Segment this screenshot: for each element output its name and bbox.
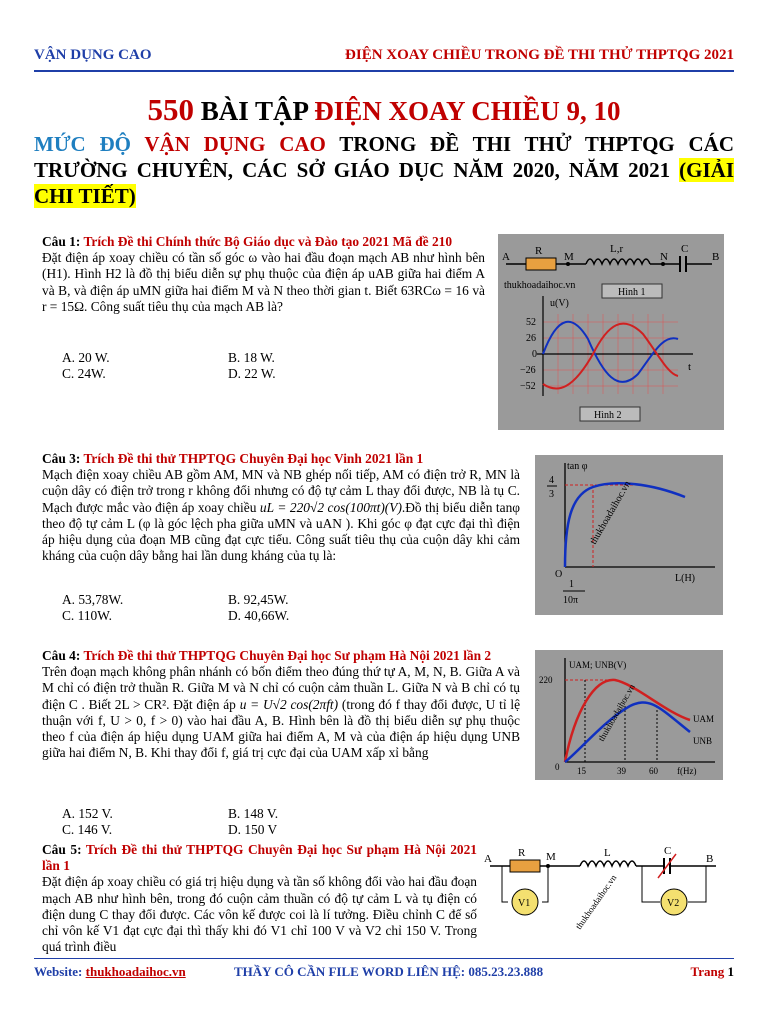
fig5-node-l: L: [604, 847, 611, 859]
fig1-caption2: Hình 2: [594, 410, 622, 421]
fig3-watermark: thukhoadaihoc.vn: [588, 479, 634, 547]
resistor-icon: [526, 258, 556, 270]
header-left: VẬN DỤNG CAO: [34, 47, 152, 63]
fig1-node-lr: L,r: [610, 243, 624, 255]
fig3-xtick-den: 10π: [563, 595, 579, 606]
fig4-xtick-0: 15: [577, 766, 586, 776]
footer-page-number: 1: [727, 964, 734, 979]
q4-option-d: D. 150 V: [228, 822, 278, 838]
q4-text2: (trong đó f thay đổi được, U tỉ lệ thuận với f, U > 0, f > 0) vào hai đầu A, B. Hình bên là đồ thị biểu diễn sự phụ thuộc theo f của điện áp hiệu dụng UAM giữa hai điểm A, M và của điện áp hiệu dụng UNB giữa hai điểm N, B. Khi thay đổi f, giá trị cực đại của UAM xấp xỉ bằng: [42, 696, 521, 761]
fig5-meter-v1: V1: [518, 898, 531, 909]
document-subtitle: [34, 131, 734, 209]
q5-source: Trích Đề thi thử THPTQG Chuyên Đại học Sư phạm Hà Nội 2021 lần 1: [42, 842, 478, 874]
footer-contact: THẦY CÔ CẦN FILE WORD LIÊN HỆ: 085.23.23.888: [234, 964, 544, 979]
document-title: [34, 92, 734, 128]
fig4-origin: 0: [555, 762, 560, 772]
question-5: [42, 842, 477, 955]
fig5-node-r: R: [518, 847, 526, 859]
subtitle-b: VẬN DỤNG CAO: [144, 132, 326, 156]
fig5-meter-v2: V2: [667, 898, 680, 909]
fig1-xlabel: t: [688, 361, 692, 373]
q1-text: Đặt điện áp xoay chiều có tần số góc ω vào hai đầu đoạn mạch AB như hình bên (H1). Hình H2 là đồ thị biểu diễn sự phụ thuộc của điện áp uAB giữa hai điểm A và B, và điện áp uMN giữa hai điểm M và N theo thời gian t. Biết 63RCω = 16 và r = 15Ω. Công suất tiêu thụ của mạch AB là?: [42, 250, 485, 314]
q1-label: Câu 1:: [42, 234, 81, 249]
fig4-xtick-2: 60: [649, 766, 658, 776]
header-rule: [34, 70, 734, 72]
q3-formula: uL = 220√2 cos(100πt)(V): [259, 499, 402, 515]
fig3-ylabel: tan φ: [567, 461, 588, 472]
fig5-inductor-icon: [580, 861, 636, 866]
q4-text1: Trên đoạn mạch không phân nhánh có bốn điểm theo đúng thứ tự A, M, N, B. Giữa A và M chỉ có điện trở thuần R. Giữa M và N chỉ có cuộn cảm thuần L. Giữa N và B chỉ có tụ điện C . Biết 2L > CR². Đặt điện áp: [42, 664, 520, 712]
fig1-ytick-3: −26: [520, 365, 536, 376]
q3-label: Câu 3:: [42, 451, 81, 466]
q5-text: Đặt điện áp xoay chiều có giá trị hiệu dụng và tần số không đổi vào hai đầu đoạn mạch AB như hình bên, trong đó cuộn cảm thuần có độ tự cảm L và tụ điện có điện dung C thay đổi được. Các vôn kế được coi là lí tưởng. Điều chỉnh C để số chỉ vôn kế V1 đạt cực đại thì thấy khi đó V1 chỉ 100 V và V2 chỉ 150 V. Trong quá trình điều: [42, 874, 477, 955]
subtitle-c: TRONG ĐỀ THI THỬ THPTQG CÁC TRƯỜNG CHUYÊN, CÁC SỞ GIÁO DỤC NĂM 2020, NĂM 2021: [34, 132, 735, 182]
title-part1: BÀI TẬP: [200, 96, 308, 126]
footer-rule: [34, 958, 734, 959]
question-1: [42, 234, 485, 315]
figure-4: [535, 650, 723, 780]
footer-website-link[interactable]: thukhoadaihoc.vn: [85, 964, 186, 979]
q4-formula: u = U√2 cos(2πft): [239, 696, 339, 712]
figure-5: [480, 842, 726, 942]
fig4-ylabel: UAM; UNB(V): [569, 660, 627, 670]
fig1-ytick-1: 26: [526, 333, 536, 344]
fig1-ylabel: u(V): [550, 298, 569, 309]
footer-web-label: Website:: [34, 964, 83, 979]
fig3-ytick-den: 3: [549, 489, 554, 500]
question-4: [42, 648, 520, 761]
q1-option-d: D. 22 W.: [228, 366, 276, 382]
q3-option-c: C. 110W.: [62, 608, 112, 624]
q4-option-a: A. 152 V.: [62, 806, 113, 821]
q1-source: Trích Đề thi Chính thức Bộ Giáo dục và Đào tạo 2021 Mã đề 210: [83, 234, 453, 249]
fig1-caption1: Hình 1: [618, 287, 646, 298]
figure-3: [535, 455, 723, 615]
fig1-node-a: A: [502, 251, 510, 263]
fig4-series-unb: UNB: [693, 736, 713, 746]
fig4-ytick: 220: [539, 675, 553, 685]
q5-label: Câu 5:: [42, 842, 82, 857]
fig5-node-b: B: [706, 853, 714, 865]
fig4-watermark: thukhoadaihoc.vn: [596, 682, 637, 743]
fig4-xtick-1: 39: [617, 766, 626, 776]
fig1-ytick-4: −52: [520, 381, 536, 392]
fig4-series-uam: UAM: [693, 714, 715, 724]
fig3-origin: O: [555, 569, 563, 580]
fig5-resistor-icon: [510, 860, 540, 872]
fig1-node-r: R: [535, 245, 543, 257]
fig1-ytick-2: 0: [532, 349, 537, 360]
fig1-watermark: thukhoadaihoc.vn: [504, 280, 576, 291]
fig1-node-c: C: [681, 243, 689, 255]
q3-text1: Mạch điện xoay chiều AB gồm AM, MN và NB ghép nối tiếp, AM có điện trở R, MN là cuộn dây có điện trở trong r không đổi nhưng có độ tự cảm L thay đổi được, NB là tụ C. Mạch được mắc vào điện áp xoay chiều: [42, 467, 520, 515]
fig3-ytick-num: 4: [549, 475, 554, 486]
header-right: ĐIỆN XOAY CHIỀU TRONG ĐỀ THI THỬ THPTQG 2021: [345, 47, 734, 63]
q1-option-b: B. 18 W.: [228, 350, 275, 365]
q4-option-b: B. 148 V.: [228, 806, 279, 821]
title-part2: ĐIỆN XOAY CHIỀU 9, 10: [314, 96, 621, 126]
fig3-xtick-num: 1: [569, 579, 574, 590]
footer-page-label: Trang: [690, 964, 725, 979]
q1-options: [62, 350, 462, 382]
subtitle-d: (GIẢI CHI TIẾT): [34, 158, 734, 208]
fig1-node-m: M: [564, 251, 574, 263]
q1-option-c: C. 24W.: [62, 366, 106, 382]
fig1-ytick-0: 52: [526, 317, 536, 328]
fig1-node-b: B: [712, 251, 720, 263]
q3-option-a: A. 53,78W.: [62, 592, 124, 607]
fig3-xlabel: L(H): [675, 573, 695, 584]
q4-option-c: C. 146 V.: [62, 822, 113, 838]
fig5-node-a: A: [484, 853, 492, 865]
q3-source: Trích Đề thi thử THPTQG Chuyên Đại học Vinh 2021 lần 1: [83, 451, 424, 466]
fig1-node-n: N: [660, 251, 668, 263]
q3-option-d: D. 40,66W.: [228, 608, 290, 624]
title-number: 550: [147, 92, 194, 127]
figure-1: [498, 234, 724, 430]
question-3: [42, 451, 520, 564]
q4-source: Trích Đề thi thử THPTQG Chuyên Đại học Sư phạm Hà Nội 2021 lần 2: [83, 648, 492, 663]
q3-options: [62, 592, 462, 624]
q4-label: Câu 4:: [42, 648, 81, 663]
fig4-xlabel: f(Hz): [677, 766, 697, 776]
fig5-watermark: thukhoadaihoc.vn: [573, 872, 619, 932]
q3-text2: .Đồ thị biểu diễn tanφ theo độ tự cảm L (φ là góc lệch pha giữa uMN và uAN ). Khi góc φ đạt cực đại thì điện áp hiệu dụng của đoạn MB cũng đạt cực tiểu. Công suất tiêu thụ của cuộn dây khi cảm kháng của cuộn dây bằng hai lần dung kháng của tụ là:: [42, 499, 520, 564]
q1-option-a: A. 20 W.: [62, 350, 110, 365]
q4-options: [62, 806, 462, 838]
fig5-node-c: C: [664, 845, 672, 857]
fig5-node-m: M: [546, 851, 556, 863]
q3-option-b: B. 92,45W.: [228, 592, 289, 607]
subtitle-a: MỨC ĐỘ: [34, 132, 131, 156]
